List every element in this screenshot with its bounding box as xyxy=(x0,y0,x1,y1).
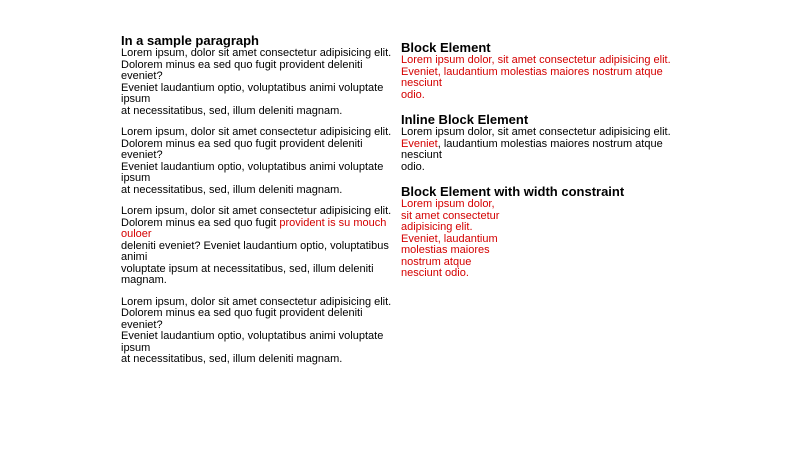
paragraph-2-line-3: Eveniet laudantium optio, voluptatibus animi voluptate ipsum xyxy=(121,160,384,184)
paragraph-2-line-1: Lorem ipsum, dolor sit amet consectetur adipisicing elit. xyxy=(121,126,392,138)
inline-block-line-2 xyxy=(401,139,696,162)
paragraph-3-line-1: Lorem ipsum, dolor sit amet consectetur adipisicing elit. xyxy=(121,205,392,217)
paragraph-3-line-2-text: Dolorem minus ea sed quo fugit xyxy=(121,216,280,229)
block-element-line-1: Lorem ipsum dolor, sit amet consectetur adipisicing elit. xyxy=(401,54,671,66)
constrained-line-5: molestias maiores xyxy=(401,244,490,256)
element-examples-column xyxy=(401,40,696,280)
width-constrained-section xyxy=(401,184,696,280)
block-element-line-2: Eveniet, laudantium molestias maiores nostrum atque nesciunt xyxy=(401,65,663,89)
paragraph-4 xyxy=(121,297,401,366)
sample-paragraph-heading: In a sample paragraph xyxy=(121,33,259,48)
inline-block-line-2-rest: , laudantium molestias maiores nostrum atque nesciunt xyxy=(401,137,663,161)
sample-paragraph-section xyxy=(121,33,401,366)
paragraph-3-line-3: deleniti eveniet? Eveniet laudantium optio, voluptatibus animi xyxy=(121,239,389,263)
inline-block-element-heading: Inline Block Element xyxy=(401,112,529,127)
inline-block-line-1: Lorem ipsum dolor, sit amet consectetur adipisicing elit. xyxy=(401,126,671,138)
constrained-line-1: Lorem ipsum dolor, xyxy=(401,198,495,210)
inline-block-element-text xyxy=(401,127,696,173)
paragraph-1-line-2: Dolorem minus ea sed quo fugit provident deleniti eveniet? xyxy=(121,58,363,82)
constrained-line-2: sit amet consectetur xyxy=(401,209,500,222)
paragraph-1-line-3: Eveniet laudantium optio, voluptatibus animi voluptate ipsum xyxy=(121,81,384,105)
block-element-heading: Block Element xyxy=(401,40,491,55)
inline-block-element-section xyxy=(401,112,696,173)
paragraph-3 xyxy=(121,206,401,287)
inline-red-highlight: provident is su mouch ouloer xyxy=(121,216,387,240)
width-constrained-heading: Block Element with width constraint xyxy=(401,184,625,199)
paragraph-4-line-4: at necessitatibus, sed, illum deleniti magnam. xyxy=(121,353,343,365)
constrained-line-7: nesciunt odio. xyxy=(401,267,469,279)
inline-block-line-3: odio. xyxy=(401,160,425,173)
paragraph-1-line-4: at necessitatibus, sed, illum deleniti magnam. xyxy=(121,104,343,117)
paragraph-2-line-2: Dolorem minus ea sed quo fugit provident deleniti eveniet? xyxy=(121,137,363,161)
paragraph-2 xyxy=(121,127,401,196)
inline-block-red-word: Eveniet xyxy=(401,137,438,150)
paragraph-4-line-2: Dolorem minus ea sed quo fugit provident deleniti eveniet? xyxy=(121,307,363,331)
paragraph-2-line-4: at necessitatibus, sed, illum deleniti magnam. xyxy=(121,183,343,196)
paragraph-1-line-1: Lorem ipsum, dolor sit amet consectetur adipisicing elit. xyxy=(121,47,392,59)
paragraph-1 xyxy=(121,48,401,117)
paragraph-4-line-3: Eveniet laudantium optio, voluptatibus animi voluptate ipsum xyxy=(121,330,384,354)
constrained-line-6: nostrum atque xyxy=(401,255,472,268)
block-element-text xyxy=(401,55,696,101)
paragraph-3-line-4: voluptate ipsum at necessitatibus, sed, illum deleniti magnam. xyxy=(121,262,374,286)
constrained-line-3: adipisicing elit. xyxy=(401,221,473,233)
constrained-line-4: Eveniet, laudantium xyxy=(401,232,498,245)
block-element-line-3: odio. xyxy=(401,88,425,101)
paragraph-3-line-2 xyxy=(121,218,401,241)
paragraph-4-line-1: Lorem ipsum, dolor sit amet consectetur adipisicing elit. xyxy=(121,295,392,308)
block-element-section xyxy=(401,40,696,101)
width-constrained-text xyxy=(401,199,696,280)
